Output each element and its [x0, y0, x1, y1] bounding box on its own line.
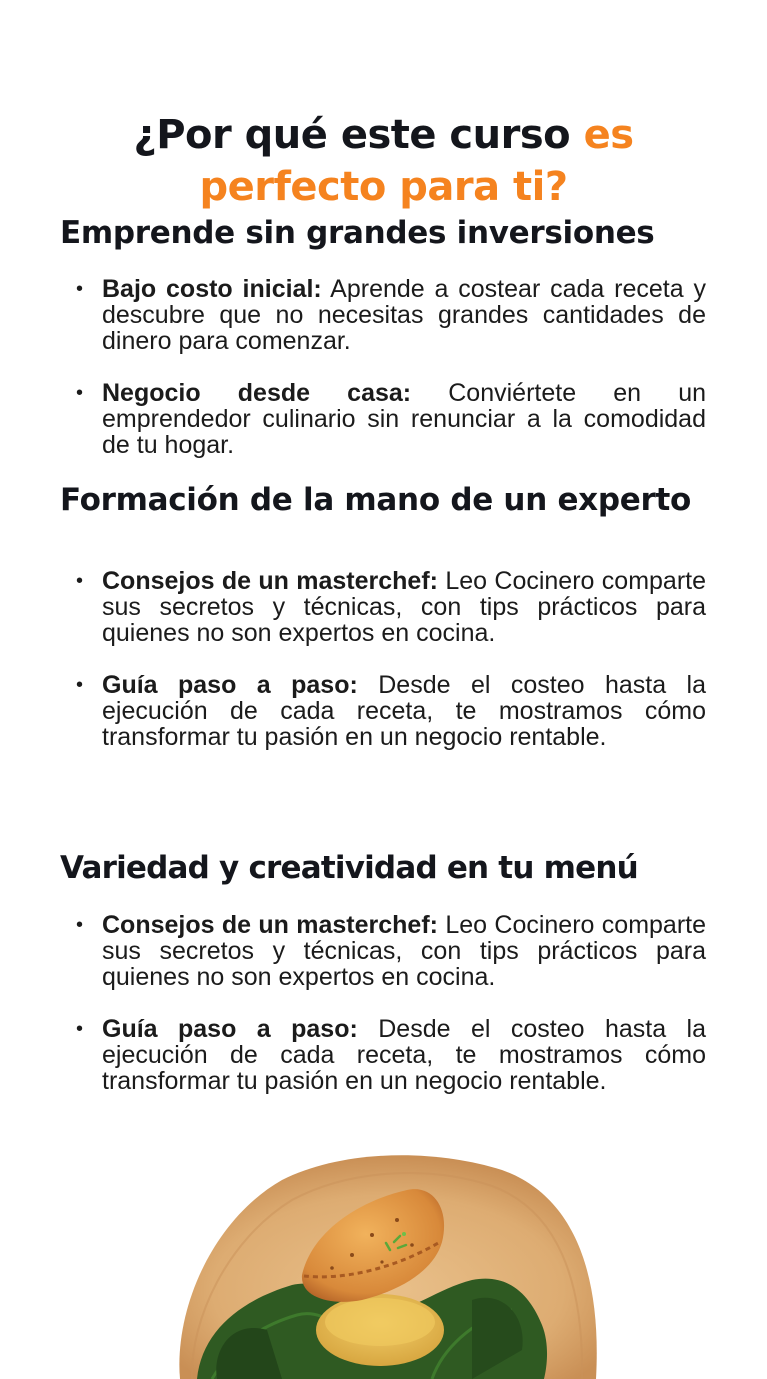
- title-text: ¿Por qué este curso: [133, 111, 584, 158]
- bullet-lead: Guía paso a paso:: [102, 1015, 358, 1043]
- section-list-variedad: [102, 912, 706, 1120]
- section-heading-emprende: Emprende sin grandes inversiones: [60, 215, 655, 251]
- bullet-lead: Bajo costo inicial:: [102, 275, 322, 303]
- page-title: [0, 109, 767, 213]
- section-heading-formacion: Formación de la mano de un experto: [60, 482, 691, 518]
- bullet-text: Conviértete en un emprendedor culinario sin renunciar a la comodidad de tu hogar.: [102, 379, 706, 459]
- section-list-emprende: [102, 276, 706, 484]
- bullet-text: Aprende a costear cada receta y descubre que no necesitas grandes cantidades de dinero para comenzar.: [102, 275, 706, 355]
- list-item: [102, 380, 706, 458]
- list-item: [102, 568, 706, 646]
- list-item: [102, 276, 706, 354]
- list-item: [102, 912, 706, 990]
- bullet-text: Desde el costeo hasta la ejecución de cada receta, te mostramos cómo transformar tu pasión en un negocio rentable.: [102, 671, 706, 751]
- bullet-lead: Consejos de un masterchef:: [102, 567, 438, 595]
- empanada-photo: [172, 1150, 598, 1379]
- list-item: [102, 672, 706, 750]
- title-accent-es: es: [583, 111, 634, 158]
- section-heading-variedad: Variedad y creatividad en tu menú: [60, 850, 638, 886]
- bullet-lead: Negocio desde casa:: [102, 379, 412, 407]
- bullet-text: Leo Cocinero comparte sus secretos y técnicas, con tips prácticos para quienes no son expertos en cocina.: [102, 911, 706, 991]
- bullet-text: Leo Cocinero comparte sus secretos y técnicas, con tips prácticos para quienes no son expertos en cocina.: [102, 567, 706, 647]
- title-accent-perfecto: perfecto para ti?: [199, 163, 568, 210]
- section-list-formacion: [102, 568, 706, 776]
- bullet-lead: Guía paso a paso:: [102, 671, 358, 699]
- list-item: [102, 1016, 706, 1094]
- bullet-text: Desde el costeo hasta la ejecución de cada receta, te mostramos cómo transformar tu pasión en un negocio rentable.: [102, 1015, 706, 1095]
- bullet-lead: Consejos de un masterchef:: [102, 911, 438, 939]
